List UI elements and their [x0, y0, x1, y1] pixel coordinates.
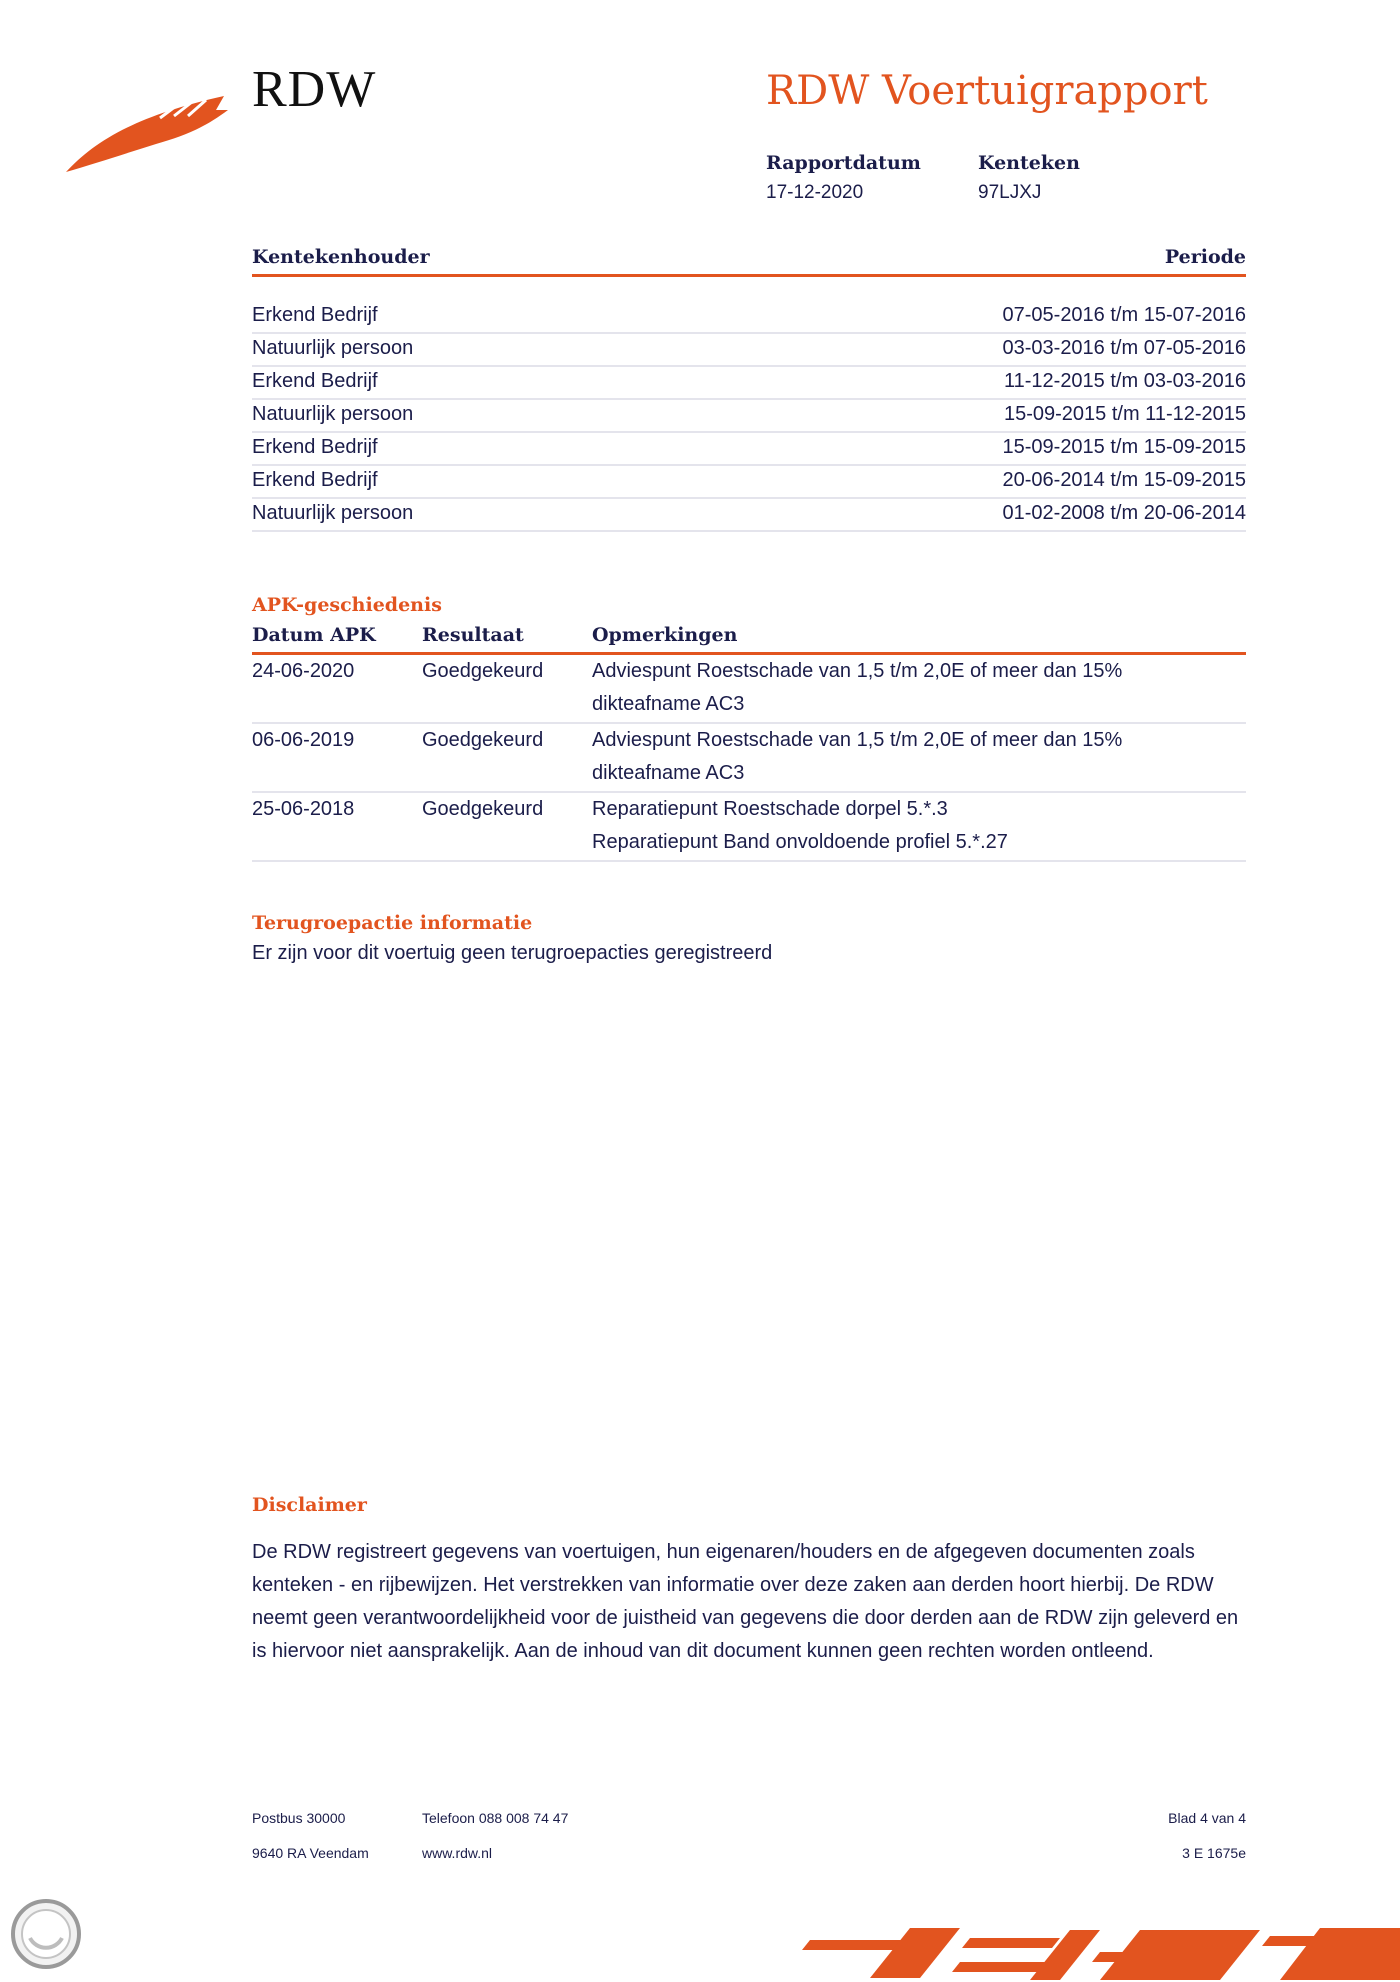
apk-result-cell: Goedgekeurd	[422, 729, 544, 751]
apk-remarks-column-header: Opmerkingen	[592, 624, 738, 646]
recall-section-title: Terugroepactie informatie	[252, 912, 533, 934]
report-date-block	[766, 152, 921, 204]
footer-doc-code: 3 E 1675e	[1182, 1844, 1246, 1861]
apk-date-column-header: Datum APK	[252, 624, 376, 646]
table-row	[252, 793, 1246, 862]
footer-page-number: Blad 4 van 4	[1168, 1809, 1246, 1826]
apk-remarks-cell	[592, 793, 1246, 859]
holder-cell: Erkend Bedrijf	[252, 370, 378, 392]
apk-table-body	[252, 655, 1246, 862]
period-cell: 15-09-2015 t/m 11-12-2015	[1003, 403, 1246, 425]
holder-cell: Erkend Bedrijf	[252, 469, 378, 491]
apk-result-column-header: Resultaat	[422, 624, 524, 646]
footer-website: www.rdw.nl	[422, 1844, 493, 1861]
apk-remark-line: Reparatiepunt Band onvoldoende profiel 5.*.27	[592, 831, 1008, 853]
owners-table-header	[252, 246, 1246, 277]
holder-cell: Natuurlijk persoon	[252, 403, 414, 425]
disclaimer-title: Disclaimer	[252, 1494, 367, 1516]
apk-section-title: APK-geschiedenis	[252, 594, 442, 616]
period-column-header: Periode	[1164, 246, 1246, 268]
footer-postbus: Postbus 30000	[252, 1809, 346, 1826]
apk-date-cell: 25-06-2018	[252, 798, 355, 820]
apk-remark-line: Adviespunt Roestschade van 1,5 t/m 2,0E of meer dan 15%	[592, 729, 1123, 751]
recall-section	[252, 912, 1246, 965]
owners-table	[252, 246, 1246, 532]
page-footer	[252, 1800, 1246, 1870]
apk-result-cell: Goedgekeurd	[422, 798, 544, 820]
apk-remarks-cell	[592, 655, 1246, 721]
footer-city: 9640 RA Veendam	[252, 1844, 369, 1861]
apk-remark-line: Reparatiepunt Roestschade dorpel 5.*.3	[592, 798, 948, 820]
period-cell: 11-12-2015 t/m 03-03-2016	[1003, 370, 1246, 392]
logo-text: RDW	[252, 61, 377, 118]
period-cell: 07-05-2016 t/m 15-07-2016	[1002, 304, 1246, 326]
apk-remark-line: Adviespunt Roestschade van 1,5 t/m 2,0E of meer dan 15%	[592, 660, 1123, 682]
table-row	[252, 724, 1246, 793]
apk-remarks-cell	[592, 724, 1246, 790]
table-row	[252, 400, 1246, 433]
holder-cell: Erkend Bedrijf	[252, 436, 378, 458]
table-row	[252, 334, 1246, 367]
period-cell: 15-09-2015 t/m 15-09-2015	[1002, 436, 1246, 458]
rdw-feather-icon	[64, 88, 234, 178]
plate-block	[978, 152, 1080, 204]
disclaimer-text: De RDW registreert gegevens van voertuigen, hun eigenaren/houders en de afgegeven documenten zoals kenteken - en rijbewijzen. Het verstrekken van informatie over deze zaken aan derden hoort hierbij. De RDW neemt geen verantwoordelijkheid voor de juistheid van gegevens die door derden aan de RDW zijn geleverd en is hiervoor niet aansprakelijk. Aan de inhoud van dit document kunnen geen rechten worden ontleend.	[252, 1541, 1239, 1662]
apk-date-cell: 24-06-2020	[252, 660, 355, 682]
rdw-stripes-decoration-icon	[800, 1922, 1400, 1982]
table-row	[252, 301, 1246, 334]
period-cell: 03-03-2016 t/m 07-05-2016	[1002, 337, 1246, 359]
report-date-label: Rapportdatum	[766, 152, 921, 174]
holder-cell: Erkend Bedrijf	[252, 304, 378, 326]
plate-value: 97LJXJ	[978, 182, 1042, 203]
footer-phone: Telefoon 088 008 74 47	[422, 1809, 569, 1826]
apk-remark-line: dikteafname AC3	[592, 762, 745, 784]
table-row	[252, 499, 1246, 532]
report-title: RDW Voertuigrapport	[766, 68, 1208, 114]
holder-cell: Natuurlijk persoon	[252, 502, 414, 524]
holder-cell: Natuurlijk persoon	[252, 337, 414, 359]
apk-result-cell: Goedgekeurd	[422, 660, 544, 682]
plate-label: Kenteken	[978, 152, 1080, 174]
circle-watermark-icon	[10, 1898, 82, 1970]
period-cell: 01-02-2008 t/m 20-06-2014	[1002, 502, 1246, 524]
table-row	[252, 655, 1246, 724]
apk-section	[252, 594, 1246, 862]
apk-remark-line: dikteafname AC3	[592, 693, 745, 715]
holder-column-header: Kentekenhouder	[252, 246, 430, 268]
recall-text: Er zijn voor dit voertuig geen terugroepacties geregistreerd	[252, 942, 773, 964]
owners-table-body	[252, 301, 1246, 532]
disclaimer-section	[252, 1494, 1246, 1668]
table-row	[252, 466, 1246, 499]
period-cell: 20-06-2014 t/m 15-09-2015	[1002, 469, 1246, 491]
apk-date-cell: 06-06-2019	[252, 729, 355, 751]
apk-table-header	[252, 624, 1246, 655]
report-date-value: 17-12-2020	[766, 182, 864, 203]
table-row	[252, 367, 1246, 400]
table-row	[252, 433, 1246, 466]
